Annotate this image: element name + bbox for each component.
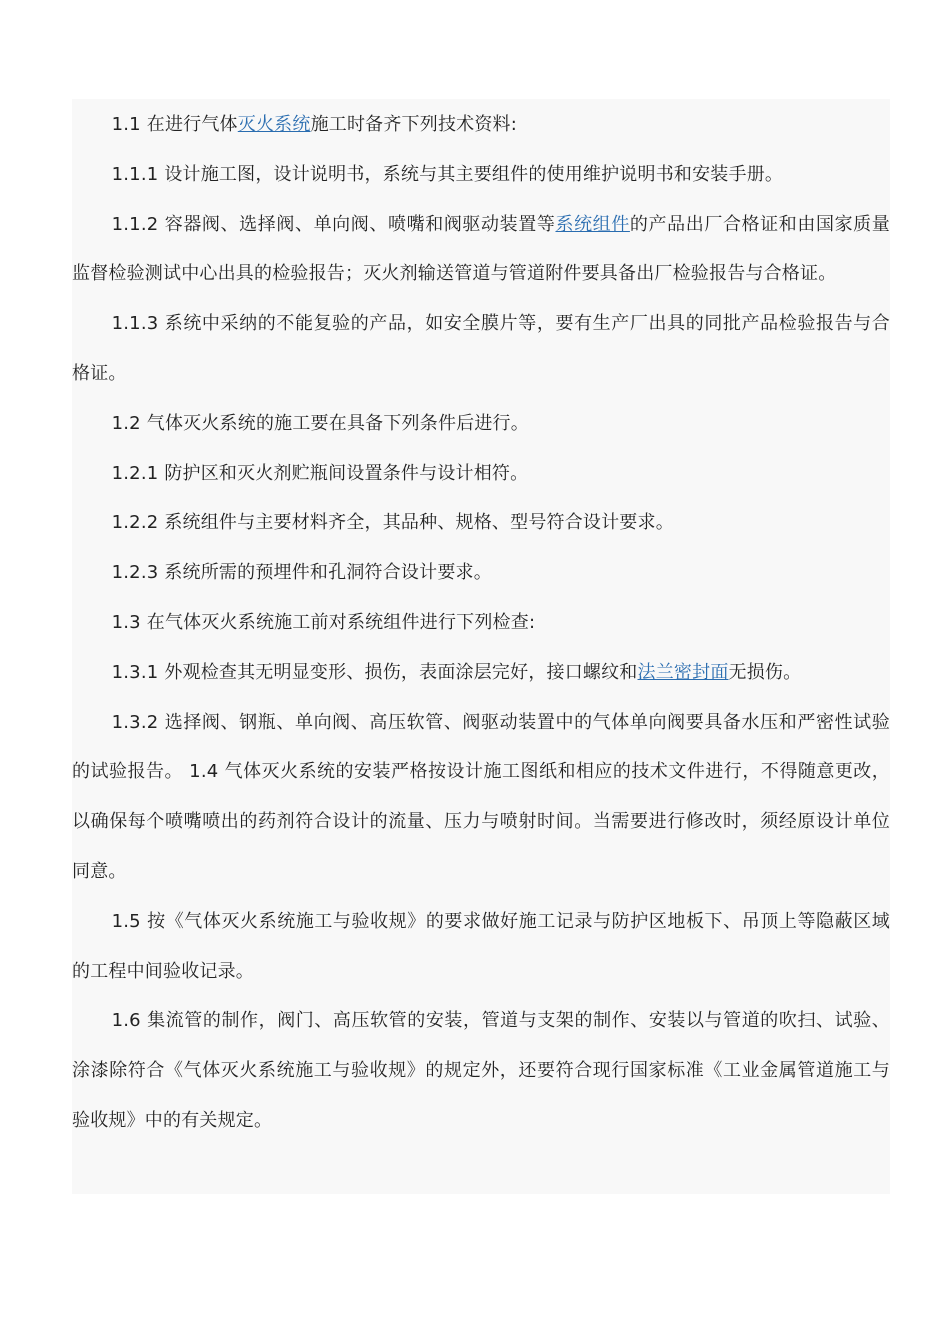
paragraph-1-1-2 <box>72 200 890 300</box>
paragraph-text: 1.1.1 设计施工图，设计说明书，系统与其主要组件的使用维护说明书和安装手册。 <box>111 163 784 185</box>
paragraph-1-3-1 <box>72 648 890 698</box>
paragraph-text: 无损伤。 <box>728 661 802 683</box>
paragraph-1-1-3 <box>72 299 890 399</box>
link-fire-extinguishing-system[interactable]: 灭火系统 <box>237 114 311 135</box>
paragraph-1-2-1 <box>72 449 890 499</box>
paragraph-1-3 <box>72 598 890 648</box>
paragraph-text: 1.2.1 防护区和灭火剂贮瓶间设置条件与设计相符。 <box>111 462 529 484</box>
paragraph-text: 1.3.1 外观检查其无明显变形、损伤，表面涂层完好，接口螺纹和 <box>111 661 638 683</box>
paragraph-1-1-1 <box>72 150 890 200</box>
paragraph-text: 1.3.2 选择阀、钢瓶、单向阀、高压软管、阀驱动装置中的气体单向阀要具备水压和严密性试验的试验报告。 1.4 气体灭火系统的安装严格按设计施工图纸和相应的技术文件进行，不得随意更改，以确保每个喷嘴喷出的药剂符合设计的流量、压力与喷射时间。当需要进行修改时，须经原设计单位同意。 <box>72 711 890 882</box>
paragraph-text: 施工时备齐下列技术资料: <box>310 114 518 135</box>
paragraph-text: 1.3 在气体灭火系统施工前对系统组件进行下列检查: <box>111 611 536 633</box>
paragraph-text: 1.1.3 系统中采纳的不能复验的产品，如安全膜片等，要有生产厂出具的同批产品检验报告与合格证。 <box>72 313 890 384</box>
paragraph-1-2-3 <box>72 548 890 598</box>
paragraph-text: 1.6 集流管的制作，阀门、高压软管的安装，管道与支架的制作、安装以与管道的吹扫、试验、涂漆除符合《气体灭火系统施工与验收规》的规定外，还要符合现行国家标准《工业金属管道施工与验收规》中的有关规定。 <box>72 1010 890 1131</box>
paragraph-text: 的产品出厂合格证和由国家质量监督检验测试中心出具的检验报告；灭火剂输送管道与管道附件要具备出厂检验报告与合格证。 <box>72 213 890 285</box>
link-flange-sealing-surface[interactable]: 法兰密封面 <box>637 661 729 683</box>
paragraph-text: 1.2 气体灭火系统的施工要在具备下列条件后进行。 <box>111 412 529 434</box>
link-system-components[interactable]: 系统组件 <box>555 213 630 235</box>
paragraph-text: 1.1 在进行气体 <box>111 114 238 135</box>
paragraph-1-2 <box>72 399 890 449</box>
paragraph-1-3-2 <box>72 698 890 897</box>
paragraph-text: 1.2.3 系统所需的预埋件和孔洞符合设计要求。 <box>111 562 492 584</box>
paragraph-1-5 <box>72 897 890 997</box>
paragraph-text: 1.5 按《气体灭火系统施工与验收规》的要求做好施工记录与防护区地板下、吊顶上等隐蔽区域的工程中间验收记录。 <box>72 910 890 982</box>
paragraph-text: 1.2.2 系统组件与主要材料齐全，其品种、规格、型号符合设计要求。 <box>111 512 674 534</box>
paragraph-1-2-2 <box>72 498 890 548</box>
paragraph-text: 1.1.2 容器阀、选择阀、单向阀、喷嘴和阀驱动装置等 <box>111 213 556 235</box>
document-body <box>72 99 890 1194</box>
paragraph-1-1 <box>72 100 890 150</box>
paragraph-1-6 <box>72 996 890 1145</box>
